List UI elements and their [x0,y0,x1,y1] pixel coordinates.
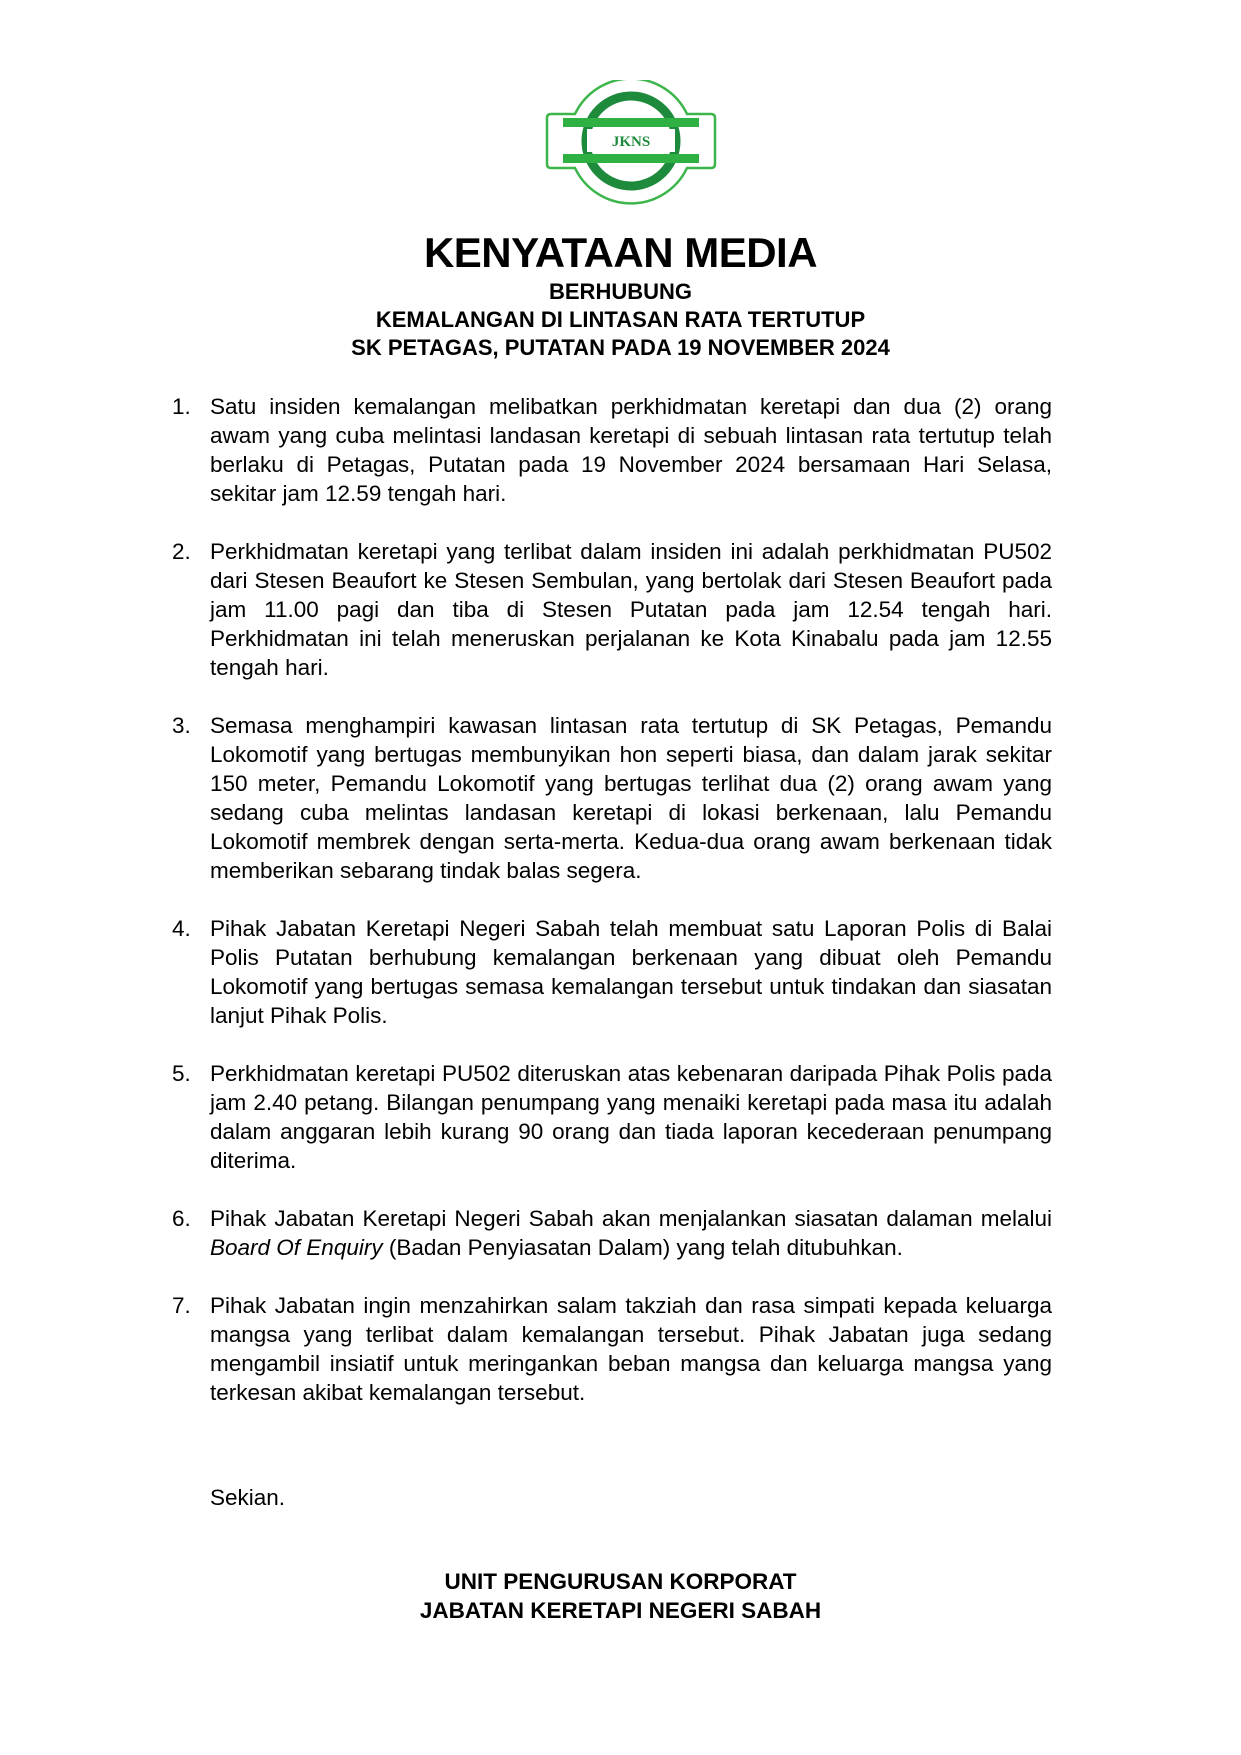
item-text-after: (Badan Penyiasatan Dalam) yang telah ditubuhkan. [382,1235,903,1260]
item-text: Perkhidmatan keretapi PU502 diteruskan atas kebenaran daripada Pihak Polis pada jam 2.40 petang. Bilangan penumpang yang menaiki keretapi pada masa itu adalah dalam anggaran lebih kurang 90 orang dan tiada laporan kecederaan penumpang diterima. [210,1061,1052,1173]
list-item [172,1291,1052,1407]
list-item [172,1059,1052,1175]
item-text-italic: Board Of Enquiry [210,1235,383,1260]
signature-department: JABATAN KERETAPI NEGERI SABAH [419,1598,822,1623]
list-item [172,914,1052,1030]
subtitle-line-1: BERHUBUNG [549,279,692,304]
jkns-logo-graphic [545,80,717,208]
subtitle-line-3: SK PETAGAS, PUTATAN PADA 19 NOVEMBER 2024 [351,335,890,360]
item-number: 1. [172,394,191,419]
item-text: Pihak Jabatan ingin menzahirkan salam takziah dan rasa simpati kepada keluarga mangsa yang terlibat dalam kemalangan tersebut. Pihak Jabatan juga sedang mengambil insiatif untuk meringankan beban mangsa dan keluarga mangsa yang terkesan akibat kemalangan tersebut. [210,1293,1052,1405]
list-item [172,1204,1052,1262]
item-text-before: Pihak Jabatan Keretapi Negeri Sabah akan menjalankan siasatan dalaman melalui [210,1206,1052,1231]
item-number: 6. [172,1206,191,1231]
list-item [172,392,1052,508]
item-text: Semasa menghampiri kawasan lintasan rata tertutup di SK Petagas, Pemandu Lokomotif yang bertugas membunyikan hon seperti biasa, dan dalam jarak sekitar 150 meter, Pemandu Lokomotif yang bertugas terlihat dua (2) orang awam yang sedang cuba melintas landasan keretapi di lokasi berkenaan, lalu Pemandu Lokomotif membrek dengan serta-merta. Kedua-dua orang awam berkenaan tidak memberikan sebarang tindak balas segera. [210,713,1052,883]
statement-list [172,392,1052,1436]
page-title: KENYATAAN MEDIA [423,229,818,276]
subtitle-line-2: KEMALANGAN DI LINTASAN RATA TERTUTUP [375,307,866,332]
item-text [210,1204,1052,1262]
logo-bar-top [563,118,699,127]
item-number: 4. [172,916,191,941]
item-number: 7. [172,1293,191,1318]
list-item [172,711,1052,885]
signature-unit: UNIT PENGURUSAN KORPORAT [444,1569,797,1594]
closing-text: Sekian. [210,1485,286,1510]
logo-bar-bottom [563,154,699,163]
item-text: Perkhidmatan keretapi yang terlibat dalam insiden ini adalah perkhidmatan PU502 dari Stesen Beaufort ke Stesen Sembulan, yang bertolak dari Stesen Beaufort pada jam 11.00 pagi dan tiba di Stesen Putatan pada jam 12.54 tengah hari. Perkhidmatan ini telah meneruskan perjalanan ke Kota Kinabalu pada jam 12.55 tengah hari. [210,539,1052,680]
item-text: Pihak Jabatan Keretapi Negeri Sabah telah membuat satu Laporan Polis di Balai Polis Putatan berhubung kemalangan berkenaan yang dibuat oleh Pemandu Lokomotif yang bertugas semasa kemalangan tersebut untuk tindakan dan siasatan lanjut Pihak Polis. [210,916,1052,1028]
jkns-logo [545,80,717,208]
logo-text: JKNS [611,134,651,150]
item-text: Satu insiden kemalangan melibatkan perkhidmatan keretapi dan dua (2) orang awam yang cuba melintasi landasan keretapi di sebuah lintasan rata tertutup telah berlaku di Petagas, Putatan pada 19 November 2024 bersamaan Hari Selasa, sekitar jam 12.59 tengah hari. [210,394,1052,506]
item-number: 2. [172,539,191,564]
item-number: 5. [172,1061,191,1086]
list-item [172,537,1052,682]
item-number: 3. [172,713,191,738]
